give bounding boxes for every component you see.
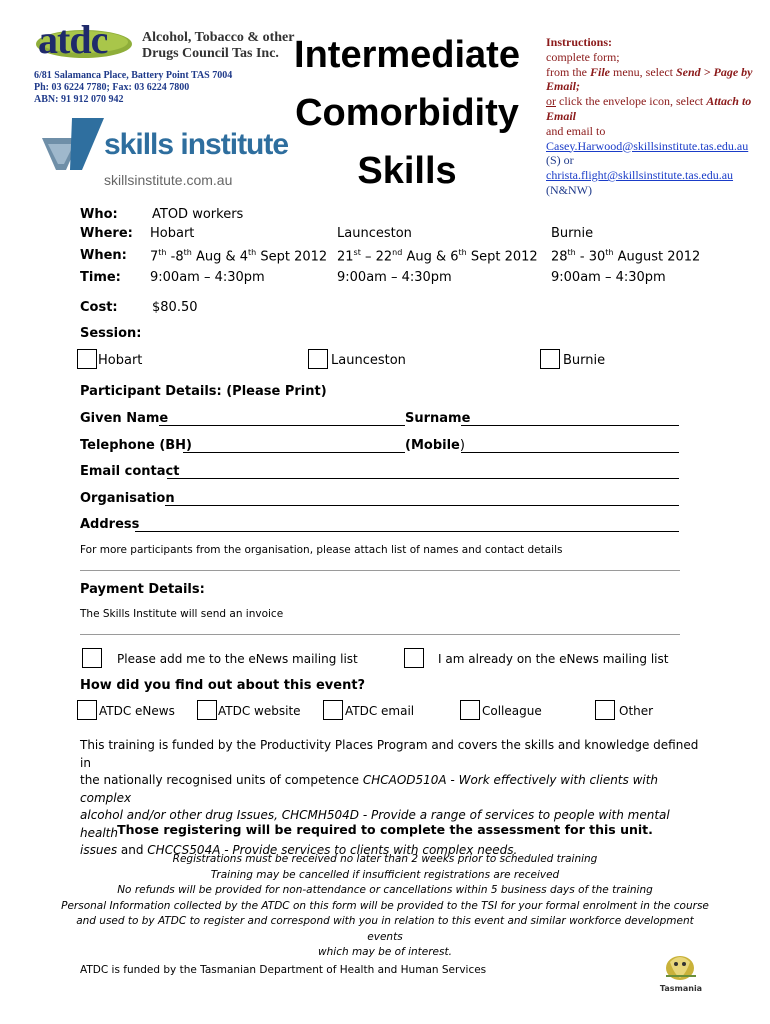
tasmania-logo-text: Tasmania <box>659 984 703 993</box>
instructions-attach-email: Email <box>546 108 577 123</box>
email-link-christa[interactable]: christa.flight@skillsinstitute.tas.edu.au <box>546 168 734 183</box>
terms-line: Personal Information collected by the ATDC on this form will be provided to the TSI for your formal enrolment in the course <box>61 899 709 912</box>
divider <box>80 634 680 635</box>
org-name-line2: Drugs Council Tas Inc. <box>142 46 279 61</box>
org-phone: Ph: 03 6224 7780; Fax: 03 6224 7800 <box>34 82 190 93</box>
who-value: ATOD workers <box>152 207 244 222</box>
terms-line: which may be of interest. <box>318 946 452 958</box>
find-out-colleague-label: Colleague <box>482 704 542 718</box>
footer-text: ATDC is funded by the Tasmanian Department of Health and Human Services <box>80 964 487 976</box>
instructions-file-menu: File <box>590 64 610 79</box>
terms-block <box>60 852 710 961</box>
mobile-field[interactable] <box>461 438 679 453</box>
skills-institute-url: skillsinstitute.com.au <box>104 172 233 188</box>
date-part: Aug & 6 <box>402 249 459 265</box>
terms-line: Registrations must be received no later than 2 weeks prior to scheduled training <box>172 853 598 865</box>
date-suffix: st <box>353 248 361 257</box>
page-title-line1: Intermediate <box>294 34 520 76</box>
instructions-text: click the envelope icon, select <box>556 94 707 109</box>
email-link-casey[interactable]: Casey.Harwood@skillsinstitute.tas.edu.au <box>546 138 749 153</box>
date-part: August 2012 <box>613 249 701 265</box>
find-out-atdc-email-label: ATDC email <box>345 704 415 718</box>
organisation-field[interactable] <box>165 491 679 506</box>
session-burnie-label: Burnie <box>563 353 606 368</box>
instructions-line: complete form; <box>546 49 620 64</box>
organisation-label: Organisation <box>80 491 175 506</box>
date-part: -8 <box>166 249 184 265</box>
date-suffix: th <box>183 248 192 257</box>
instructions-email-menu: Email; <box>546 79 581 94</box>
date-suffix: th <box>567 248 576 257</box>
funding-paragraph <box>80 737 700 860</box>
telephone-field[interactable] <box>183 438 405 453</box>
instructions-attach: Attach to <box>706 94 752 109</box>
org-address: 6/81 Salamanca Place, Battery Point TAS 7004 <box>34 70 233 81</box>
date-part: – 22 <box>360 249 393 265</box>
find-out-other-label: Other <box>619 704 654 718</box>
date-launceston <box>337 248 538 264</box>
instructions-send-menu: Send > Page by <box>675 64 753 79</box>
instructions-or: or <box>546 94 556 109</box>
find-out-atdc-email-checkbox[interactable] <box>323 700 343 720</box>
mobile-text: Mobile <box>410 438 460 453</box>
funding-line <box>80 772 700 807</box>
find-out-atdc-enews-label: ATDC eNews <box>99 704 175 718</box>
payment-text: The Skills Institute will send an invoice <box>80 608 284 620</box>
instructions-line: and email to <box>546 123 606 138</box>
enews-add-checkbox[interactable] <box>82 648 102 668</box>
cost-label: Cost: <box>80 300 118 315</box>
session-label: Session: <box>80 326 142 341</box>
org-name-line1: Alcohol, Tobacco & other <box>142 30 295 45</box>
surname-label: Surname <box>405 411 471 426</box>
date-part: Sept 2012 <box>256 249 328 265</box>
funding-text: the nationally recognised units of competence <box>80 773 363 787</box>
instructions-line: (S) or <box>546 153 574 168</box>
location-hobart: Hobart <box>150 226 195 241</box>
enews-already-label: I am already on the eNews mailing list <box>438 652 669 666</box>
tasmania-logo <box>656 948 706 998</box>
date-part: 21 <box>337 249 354 265</box>
terms-line: and used to by ATDC to register and correspond with you in relation to this event and similar workforce development events <box>76 915 694 943</box>
find-out-heading: How did you find out about this event? <box>80 678 366 693</box>
session-hobart-checkbox[interactable] <box>77 349 97 369</box>
atdc-logo <box>34 17 134 62</box>
email-field[interactable] <box>167 464 679 479</box>
page-title-line3: Skills <box>357 150 457 192</box>
instructions <box>546 35 768 198</box>
date-suffix: th <box>248 248 257 257</box>
instructions-text: from the <box>546 64 590 79</box>
when-label: When: <box>80 248 127 263</box>
instructions-heading: Instructions: <box>546 35 613 49</box>
instructions-text: menu, select <box>610 64 676 79</box>
date-hobart <box>150 248 327 264</box>
where-label: Where: <box>80 226 133 241</box>
enews-already-checkbox[interactable] <box>404 648 424 668</box>
terms-line: No refunds will be provided for non-attendance or cancellations within 5 business days of the training <box>117 884 653 896</box>
location-launceston: Launceston <box>337 226 412 241</box>
session-launceston-checkbox[interactable] <box>308 349 328 369</box>
email-label: Email contact <box>80 464 180 479</box>
find-out-colleague-checkbox[interactable] <box>460 700 480 720</box>
session-hobart-label: Hobart <box>98 353 143 368</box>
mobile-label <box>405 438 465 453</box>
find-out-atdc-website-label: ATDC website <box>218 704 301 718</box>
unit-chccs504a: CHCCS504A - Provide services to clients with complex needs. <box>147 843 518 857</box>
unit-chcaod510a: CHCAOD510A - Work effectively with clients with complex <box>80 773 659 805</box>
atdc-logo-text: atdc <box>38 17 108 62</box>
date-part: - 30 <box>575 249 606 265</box>
time-launceston: 9:00am – 4:30pm <box>337 270 452 285</box>
session-burnie-checkbox[interactable] <box>540 349 560 369</box>
enews-add-label: Please add me to the eNews mailing list <box>117 652 358 666</box>
date-part: 28 <box>551 249 568 265</box>
date-suffix: nd <box>392 248 403 257</box>
given-name-label: Given Name <box>80 411 169 426</box>
mobile-paren: ( <box>405 438 411 453</box>
assessment-note: Those registering will be required to complete the assessment for this unit. <box>117 822 653 837</box>
participant-heading: Participant Details: (Please Print) <box>80 384 327 399</box>
address-field[interactable] <box>135 517 679 532</box>
mobile-paren: ) <box>459 438 465 453</box>
date-suffix: th <box>158 248 167 257</box>
date-suffix: th <box>458 248 467 257</box>
instructions-line <box>546 65 768 80</box>
funding-text: issues <box>80 843 118 857</box>
skills-institute-logo-mark <box>42 118 104 170</box>
date-part: Sept 2012 <box>466 249 538 265</box>
date-burnie <box>551 248 700 264</box>
location-burnie: Burnie <box>551 226 594 241</box>
find-out-other-checkbox[interactable] <box>595 700 615 720</box>
funding-text: and <box>117 843 148 857</box>
participants-note: For more participants from the organisation, please attach list of names and contact details <box>80 544 563 556</box>
who-label: Who: <box>80 207 118 222</box>
org-abn: ABN: 91 912 070 942 <box>34 94 124 105</box>
telephone-label: Telephone (BH) <box>80 438 192 453</box>
date-part: Aug & 4 <box>191 249 249 265</box>
page-title-line2: Comorbidity <box>295 92 519 134</box>
find-out-atdc-website-checkbox[interactable] <box>197 700 217 720</box>
find-out-atdc-enews-checkbox[interactable] <box>77 700 97 720</box>
skills-institute-name: skills institute <box>104 128 289 161</box>
terms-line: Training may be cancelled if insufficient registrations are received <box>210 868 560 881</box>
cost-value: $80.50 <box>152 300 198 315</box>
session-launceston-label: Launceston <box>331 353 406 368</box>
time-hobart: 9:00am – 4:30pm <box>150 270 265 285</box>
surname-field[interactable] <box>461 411 679 426</box>
given-name-field[interactable] <box>159 411 405 426</box>
date-suffix: th <box>605 248 614 257</box>
date-part: 7 <box>150 249 159 265</box>
instructions-line: (N&NW) <box>546 182 592 197</box>
instructions-line <box>546 94 768 109</box>
address-label: Address <box>80 517 140 532</box>
payment-heading: Payment Details: <box>80 582 205 597</box>
funding-line: This training is funded by the Productivity Places Program and covers the skills and knowledge defined in <box>80 738 699 770</box>
divider <box>80 570 680 571</box>
time-label: Time: <box>80 270 121 285</box>
funding-line: alcohol and/or other drug Issues, CHCMH504D - Provide a range of services to people with mental health <box>80 808 670 840</box>
time-burnie: 9:00am – 4:30pm <box>551 270 666 285</box>
